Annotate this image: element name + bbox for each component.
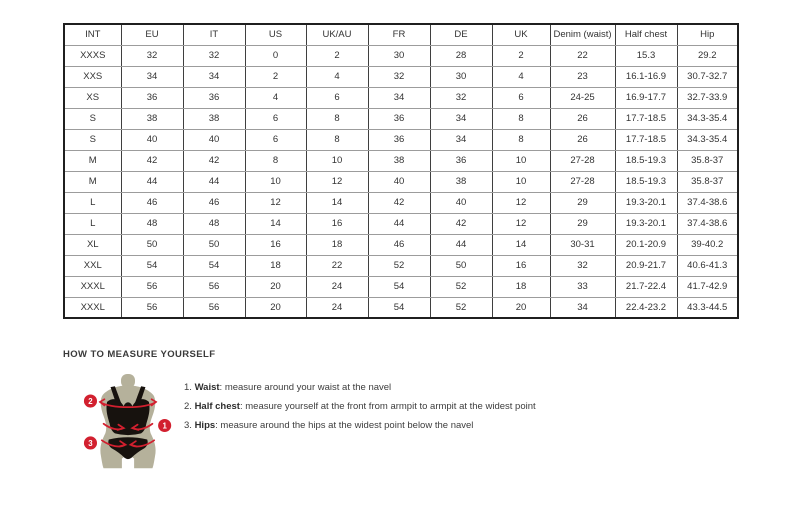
measure-steps-list bbox=[184, 378, 536, 435]
table-cell: 37.4-38.6 bbox=[677, 192, 738, 213]
table-cell: 32 bbox=[183, 45, 245, 66]
table-cell: 44 bbox=[368, 213, 430, 234]
table-row bbox=[64, 87, 738, 108]
table-cell: 24 bbox=[306, 297, 368, 318]
table-cell: XXS bbox=[64, 66, 121, 87]
table-cell: 21.7-22.4 bbox=[615, 276, 677, 297]
table-cell: 12 bbox=[306, 171, 368, 192]
table-cell: 29 bbox=[550, 213, 615, 234]
table-cell: 50 bbox=[121, 234, 183, 255]
table-row bbox=[64, 213, 738, 234]
table-cell: 32.7-33.9 bbox=[677, 87, 738, 108]
table-cell: 54 bbox=[121, 255, 183, 276]
table-cell: 22 bbox=[550, 45, 615, 66]
table-cell: 2 bbox=[306, 45, 368, 66]
column-header: INT bbox=[64, 24, 121, 45]
table-cell: 46 bbox=[368, 234, 430, 255]
table-cell: 26 bbox=[550, 108, 615, 129]
step-number: 1. bbox=[184, 382, 195, 393]
table-cell: 10 bbox=[306, 150, 368, 171]
table-cell: 46 bbox=[121, 192, 183, 213]
table-cell: 20 bbox=[245, 276, 306, 297]
column-header: DE bbox=[430, 24, 492, 45]
table-cell: 18.5-19.3 bbox=[615, 171, 677, 192]
table-cell: 40 bbox=[368, 171, 430, 192]
table-cell: 22.4-23.2 bbox=[615, 297, 677, 318]
table-cell: 56 bbox=[121, 297, 183, 318]
table-cell: 30 bbox=[430, 66, 492, 87]
table-cell: 54 bbox=[368, 276, 430, 297]
table-cell: 44 bbox=[430, 234, 492, 255]
table-row bbox=[64, 276, 738, 297]
column-header: EU bbox=[121, 24, 183, 45]
table-cell: 27-28 bbox=[550, 171, 615, 192]
table-cell: S bbox=[64, 108, 121, 129]
table-cell: 32 bbox=[430, 87, 492, 108]
hips-badge bbox=[84, 436, 97, 449]
table-cell: 43.3-44.5 bbox=[677, 297, 738, 318]
table-cell: 32 bbox=[368, 66, 430, 87]
table-cell: 56 bbox=[183, 276, 245, 297]
table-cell: 16 bbox=[306, 213, 368, 234]
table-cell: 37.4-38.6 bbox=[677, 213, 738, 234]
table-cell: 12 bbox=[492, 213, 550, 234]
size-table-container bbox=[63, 23, 739, 319]
table-cell: 35.8-37 bbox=[677, 150, 738, 171]
table-cell: 42 bbox=[121, 150, 183, 171]
table-cell: 10 bbox=[245, 171, 306, 192]
table-cell: 18 bbox=[492, 276, 550, 297]
step-label: Hips bbox=[194, 420, 216, 431]
table-row bbox=[64, 192, 738, 213]
table-cell: 42 bbox=[368, 192, 430, 213]
table-cell: 48 bbox=[121, 213, 183, 234]
waist-badge-number: 1 bbox=[162, 421, 167, 431]
table-cell: S bbox=[64, 129, 121, 150]
table-cell: 4 bbox=[306, 66, 368, 87]
measure-guide-heading: HOW TO MEASURE YOURSELF bbox=[63, 349, 216, 360]
camisole-top bbox=[106, 399, 149, 435]
table-cell: 38 bbox=[121, 108, 183, 129]
table-cell: 32 bbox=[550, 255, 615, 276]
table-cell: 36 bbox=[368, 129, 430, 150]
table-cell: 54 bbox=[368, 297, 430, 318]
table-cell: 26 bbox=[550, 129, 615, 150]
table-cell: 18 bbox=[306, 234, 368, 255]
step-label: Waist bbox=[194, 382, 220, 393]
step-text: : measure around your waist at the navel bbox=[219, 382, 392, 393]
table-row bbox=[64, 255, 738, 276]
table-cell: 16 bbox=[245, 234, 306, 255]
table-cell: 20 bbox=[492, 297, 550, 318]
measure-step bbox=[184, 397, 536, 416]
table-cell: 8 bbox=[306, 108, 368, 129]
table-cell: 18.5-19.3 bbox=[615, 150, 677, 171]
step-number: 2. bbox=[184, 401, 195, 412]
table-cell: 22 bbox=[306, 255, 368, 276]
table-cell: 23 bbox=[550, 66, 615, 87]
table-cell: 48 bbox=[183, 213, 245, 234]
table-cell: 4 bbox=[245, 87, 306, 108]
table-cell: 19.3-20.1 bbox=[615, 213, 677, 234]
table-row bbox=[64, 150, 738, 171]
size-table-header-row bbox=[64, 24, 738, 45]
table-cell: 30.7-32.7 bbox=[677, 66, 738, 87]
table-cell: 15.3 bbox=[615, 45, 677, 66]
column-header: UK/AU bbox=[306, 24, 368, 45]
table-cell: 52 bbox=[430, 297, 492, 318]
table-cell: 36 bbox=[430, 150, 492, 171]
table-cell: 2 bbox=[245, 66, 306, 87]
table-cell: 20.9-21.7 bbox=[615, 255, 677, 276]
table-cell: 17.7-18.5 bbox=[615, 108, 677, 129]
table-cell: 38 bbox=[183, 108, 245, 129]
table-cell: L bbox=[64, 213, 121, 234]
column-header: US bbox=[245, 24, 306, 45]
table-cell: 46 bbox=[183, 192, 245, 213]
step-text: : measure yourself at the front from armpit to armpit at the widest point bbox=[239, 401, 536, 412]
hips-badge-number: 3 bbox=[88, 439, 93, 448]
table-cell: 20 bbox=[245, 297, 306, 318]
table-cell: 35.8-37 bbox=[677, 171, 738, 192]
table-cell: 8 bbox=[306, 129, 368, 150]
step-text: : measure around the hips at the widest point below the navel bbox=[215, 420, 474, 431]
table-cell: 14 bbox=[306, 192, 368, 213]
table-cell: 12 bbox=[492, 192, 550, 213]
table-cell: 6 bbox=[492, 87, 550, 108]
table-cell: 56 bbox=[121, 276, 183, 297]
table-cell: 44 bbox=[121, 171, 183, 192]
table-cell: 34.3-35.4 bbox=[677, 108, 738, 129]
measure-step bbox=[184, 378, 536, 397]
waist-badge bbox=[158, 419, 171, 432]
table-cell: 29 bbox=[550, 192, 615, 213]
table-cell: 39-40.2 bbox=[677, 234, 738, 255]
table-cell: 33 bbox=[550, 276, 615, 297]
table-row bbox=[64, 234, 738, 255]
table-row bbox=[64, 171, 738, 192]
table-cell: 8 bbox=[492, 129, 550, 150]
table-cell: 56 bbox=[183, 297, 245, 318]
table-cell: 42 bbox=[183, 150, 245, 171]
table-cell: 2 bbox=[492, 45, 550, 66]
table-cell: 34 bbox=[430, 129, 492, 150]
table-cell: 20.1-20.9 bbox=[615, 234, 677, 255]
table-cell: 24-25 bbox=[550, 87, 615, 108]
table-cell: 50 bbox=[430, 255, 492, 276]
table-cell: XXL bbox=[64, 255, 121, 276]
table-cell: 36 bbox=[368, 108, 430, 129]
table-cell: XXXL bbox=[64, 297, 121, 318]
table-cell: 28 bbox=[430, 45, 492, 66]
table-cell: 14 bbox=[245, 213, 306, 234]
table-cell: 42 bbox=[430, 213, 492, 234]
column-header: IT bbox=[183, 24, 245, 45]
table-cell: 34 bbox=[368, 87, 430, 108]
table-row bbox=[64, 129, 738, 150]
table-cell: 34 bbox=[121, 66, 183, 87]
table-cell: 52 bbox=[368, 255, 430, 276]
table-cell: XS bbox=[64, 87, 121, 108]
table-cell: 8 bbox=[492, 108, 550, 129]
measure-step bbox=[184, 416, 536, 435]
table-cell: 40 bbox=[183, 129, 245, 150]
table-cell: 40.6-41.3 bbox=[677, 255, 738, 276]
table-cell: 30 bbox=[368, 45, 430, 66]
table-cell: 0 bbox=[245, 45, 306, 66]
measure-guide-row bbox=[80, 370, 536, 474]
table-cell: L bbox=[64, 192, 121, 213]
column-header: Half chest bbox=[615, 24, 677, 45]
table-cell: 6 bbox=[245, 108, 306, 129]
table-cell: 34 bbox=[430, 108, 492, 129]
chest-badge-number: 2 bbox=[88, 397, 93, 407]
table-cell: 19.3-20.1 bbox=[615, 192, 677, 213]
table-cell: 40 bbox=[121, 129, 183, 150]
table-cell: XXXS bbox=[64, 45, 121, 66]
column-header: FR bbox=[368, 24, 430, 45]
table-cell: 36 bbox=[121, 87, 183, 108]
table-cell: M bbox=[64, 171, 121, 192]
column-header: Hip bbox=[677, 24, 738, 45]
size-table-body bbox=[64, 45, 738, 318]
table-cell: 40 bbox=[430, 192, 492, 213]
table-cell: 18 bbox=[245, 255, 306, 276]
size-conversion-table bbox=[63, 23, 739, 319]
table-cell: 10 bbox=[492, 171, 550, 192]
table-cell: 29.2 bbox=[677, 45, 738, 66]
measure-figure bbox=[80, 370, 176, 474]
table-cell: 16.9-17.7 bbox=[615, 87, 677, 108]
step-number: 3. bbox=[184, 420, 195, 431]
table-cell: 54 bbox=[183, 255, 245, 276]
table-cell: 4 bbox=[492, 66, 550, 87]
mannequin-illustration bbox=[80, 370, 176, 474]
table-cell: 52 bbox=[430, 276, 492, 297]
table-row bbox=[64, 45, 738, 66]
table-cell: 34 bbox=[183, 66, 245, 87]
table-row bbox=[64, 66, 738, 87]
table-cell: 32 bbox=[121, 45, 183, 66]
step-label: Half chest bbox=[194, 401, 240, 412]
table-cell: 38 bbox=[368, 150, 430, 171]
table-cell: 34 bbox=[550, 297, 615, 318]
table-cell: 38 bbox=[430, 171, 492, 192]
table-cell: 34.3-35.4 bbox=[677, 129, 738, 150]
table-cell: 24 bbox=[306, 276, 368, 297]
table-cell: 44 bbox=[183, 171, 245, 192]
chest-badge bbox=[84, 395, 97, 408]
table-cell: 30-31 bbox=[550, 234, 615, 255]
column-header: UK bbox=[492, 24, 550, 45]
table-cell: 16.1-16.9 bbox=[615, 66, 677, 87]
table-cell: 17.7-18.5 bbox=[615, 129, 677, 150]
table-cell: 12 bbox=[245, 192, 306, 213]
column-header: Denim (waist) bbox=[550, 24, 615, 45]
table-cell: M bbox=[64, 150, 121, 171]
table-cell: XXXL bbox=[64, 276, 121, 297]
table-cell: XL bbox=[64, 234, 121, 255]
table-cell: 6 bbox=[245, 129, 306, 150]
table-cell: 6 bbox=[306, 87, 368, 108]
table-cell: 50 bbox=[183, 234, 245, 255]
table-cell: 27-28 bbox=[550, 150, 615, 171]
table-cell: 14 bbox=[492, 234, 550, 255]
table-cell: 8 bbox=[245, 150, 306, 171]
table-row bbox=[64, 297, 738, 318]
table-row bbox=[64, 108, 738, 129]
table-cell: 16 bbox=[492, 255, 550, 276]
table-cell: 36 bbox=[183, 87, 245, 108]
table-cell: 10 bbox=[492, 150, 550, 171]
table-cell: 41.7-42.9 bbox=[677, 276, 738, 297]
